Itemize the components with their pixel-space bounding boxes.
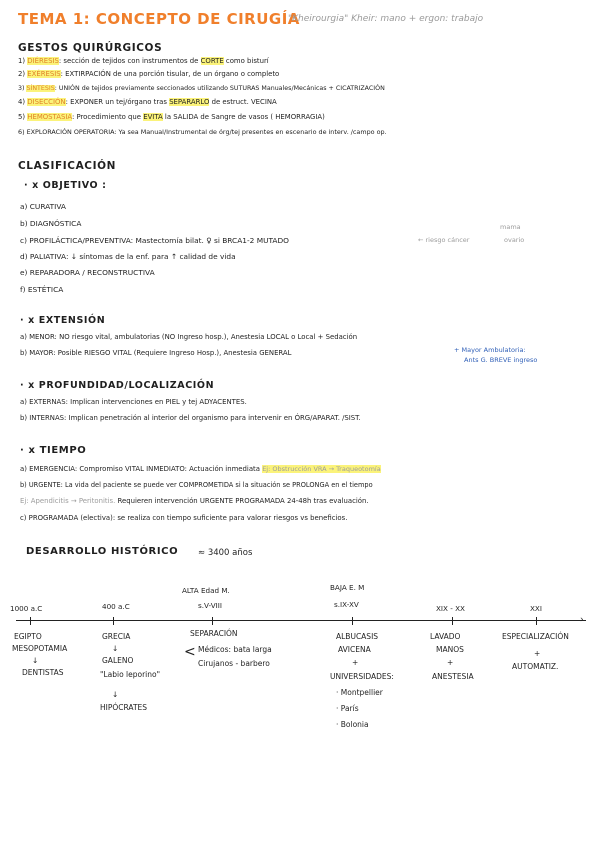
- gesto-item: 4) DISECCIÓN: EXPONER un tej/órgano tras SEPARARLO de estruct. VECINA: [18, 98, 277, 106]
- timeline-label: ALTA Edad M.: [182, 586, 230, 595]
- timeline-label: 400 a.C: [102, 602, 130, 611]
- timeline-node: AVICENA: [338, 645, 371, 654]
- timeline-label: XIX - XX: [436, 604, 465, 613]
- brace-icon: <: [184, 644, 196, 660]
- historia-heading: DESARROLLO HISTÓRICO: [26, 546, 179, 557]
- objetivo-item: c) PROFILÁCTICA/PREVENTIVA: Mastectomía bilat. ♀ si BRCA1-2 MUTADO: [20, 236, 289, 245]
- profundidad-internas: b) INTERNAS: Implican penetración al interior del organismo para intervenir en ÓRG/APARAT. /SIST.: [20, 414, 361, 422]
- timeline-node: MESOPOTAMIA: [12, 644, 68, 653]
- timeline-node: EGIPTO: [14, 632, 42, 641]
- timeline-node: +: [352, 658, 359, 667]
- timeline-node: UNIVERSIDADES:: [330, 672, 394, 681]
- clasificacion-heading: CLASIFICACIÓN: [18, 160, 117, 172]
- timeline-node: "Labio leporino": [100, 670, 161, 679]
- extension-menor: a) MENOR: NO riesgo vital, ambulatorias (NO Ingreso hosp.), Anestesia LOCAL o Local + Sedación: [20, 333, 358, 341]
- timeline-arrow-icon: ›: [580, 615, 584, 625]
- timeline-node: HIPÓCRATES: [100, 703, 148, 712]
- timeline-node: Médicos: bata larga: [198, 645, 272, 654]
- timeline-node: ↓: [32, 656, 39, 665]
- etymology-note: "Kheirourgia" Kheir: mano + ergon: trabajo: [288, 14, 484, 24]
- timeline-node: ALBUCASIS: [336, 632, 379, 641]
- timeline-node: GALENO: [102, 656, 134, 665]
- timeline-node: · Bolonia: [336, 720, 369, 729]
- mayor-ambulatoria-note-2: Ants G. BREVE ingreso: [464, 356, 538, 364]
- timeline-node: ESPECIALIZACIÓN: [502, 632, 569, 641]
- timeline-node: ANESTESIA: [432, 672, 474, 681]
- objetivo-item: b) DIAGNÓSTICA: [20, 219, 82, 228]
- timeline-node: +: [447, 658, 454, 667]
- timeline-tick: [212, 617, 213, 625]
- extension-mayor: b) MAYOR: Posible RIESGO VITAL (Requiere Ingreso Hosp.), Anestesia GENERAL: [20, 349, 292, 357]
- tiempo-urgente-ej: Ej: Apendicitis → Peritonitis. Requieren intervención URGENTE PROGRAMADA 24-48h tras evaluación.: [20, 497, 369, 505]
- tiempo-emergencia: a) EMERGENCIA: Compromiso VITAL INMEDIATO: Actuación inmediata Ej: Obstrucción VRA → Traqueotomía: [20, 465, 381, 473]
- objetivo-item: e) REPARADORA / RECONSTRUCTIVA: [20, 268, 155, 277]
- objetivo-item: f) ESTÉTICA: [20, 285, 64, 294]
- historia-span: ≈ 3400 años: [198, 548, 253, 558]
- timeline-node: Cirujanos - barbero: [198, 659, 270, 668]
- gesto-item: 3) SÍNTESIS: UNIÓN de tejidos previamente seccionados utilizando SUTURAS Manuales/Mecánicas + CICATRIZACIÓN: [18, 85, 385, 92]
- gesto-item: 2) EXÉRESIS: EXTIRPACIÓN de una porción tisular, de un órgano o completo: [18, 70, 280, 78]
- tiempo-programada: c) PROGRAMADA (electiva): se realiza con tiempo suficiente para valorar riesgos vs beneficios.: [20, 514, 348, 522]
- timeline-label: BAJA E. M: [330, 583, 365, 592]
- timeline-node: LAVADO: [430, 632, 461, 641]
- timeline-node: · Montpellier: [336, 688, 383, 697]
- gesto-item: 5) HEMOSTASIA: Procedimiento que EVITA la SALIDA de Sangre de vasos ( HEMORRAGIA): [18, 113, 325, 121]
- extension-heading: · x EXTENSIÓN: [20, 315, 106, 326]
- mayor-ambulatoria-note: + Mayor Ambulatoria:: [454, 346, 526, 354]
- riesgo-note-mama: mama: [500, 223, 521, 231]
- timeline-tick: [113, 617, 114, 625]
- timeline-label-sub: s.IX-XV: [334, 600, 359, 609]
- page-title: TEMA 1: CONCEPTO DE CIRUGÍA: [18, 10, 300, 28]
- timeline-node: GRECIA: [102, 632, 131, 641]
- timeline-node: SEPARACIÓN: [190, 629, 238, 638]
- tiempo-heading: · x TIEMPO: [20, 445, 87, 456]
- timeline-tick: [352, 617, 353, 625]
- timeline-label-sub: s.V-VIII: [198, 601, 222, 610]
- tiempo-urgente: b) URGENTE: La vida del paciente se puede ver COMPROMETIDA si la situación se PROLONGA en el tiempo: [20, 481, 373, 489]
- riesgo-note-ovario: ovario: [504, 236, 525, 244]
- timeline-node: +: [534, 649, 541, 658]
- timeline-node: MANOS: [436, 645, 464, 654]
- gestos-heading: GESTOS QUIRÚRGICOS: [18, 42, 163, 54]
- objetivo-item: a) CURATIVA: [20, 202, 66, 211]
- timeline-node: ↓: [112, 644, 119, 653]
- timeline-node: ↓: [112, 690, 119, 699]
- timeline-node: AUTOMATIZ.: [512, 662, 559, 671]
- gesto-item: 1) DIÉRESIS: sección de tejidos con instrumentos de CORTE como bisturí: [18, 57, 269, 65]
- timeline-tick: [536, 617, 537, 625]
- timeline-label: 1000 a.C: [10, 604, 43, 613]
- objetivo-item: d) PALIATIVA: ↓ síntomas de la enf. para ↑ calidad de vida: [20, 252, 236, 261]
- profundidad-heading: · x PROFUNDIDAD/LOCALIZACIÓN: [20, 380, 215, 391]
- timeline-node: · París: [336, 704, 359, 713]
- timeline-tick: [30, 617, 31, 625]
- objetivo-heading: · x OBJETIVO :: [24, 180, 107, 191]
- gesto-item: 6) EXPLORACIÓN OPERATORIA: Ya sea Manual/Instrumental de órg/tej presentes en escenario de interv. /campo op.: [18, 128, 387, 136]
- timeline-axis: [16, 620, 586, 621]
- profundidad-externas: a) EXTERNAS: Implican intervenciones en PIEL y tej ADYACENTES.: [20, 398, 247, 406]
- timeline-node: DENTISTAS: [22, 668, 64, 677]
- timeline-label: XXI: [530, 604, 542, 613]
- timeline-tick: [452, 617, 453, 625]
- riesgo-note: ← riesgo cáncer: [418, 236, 470, 244]
